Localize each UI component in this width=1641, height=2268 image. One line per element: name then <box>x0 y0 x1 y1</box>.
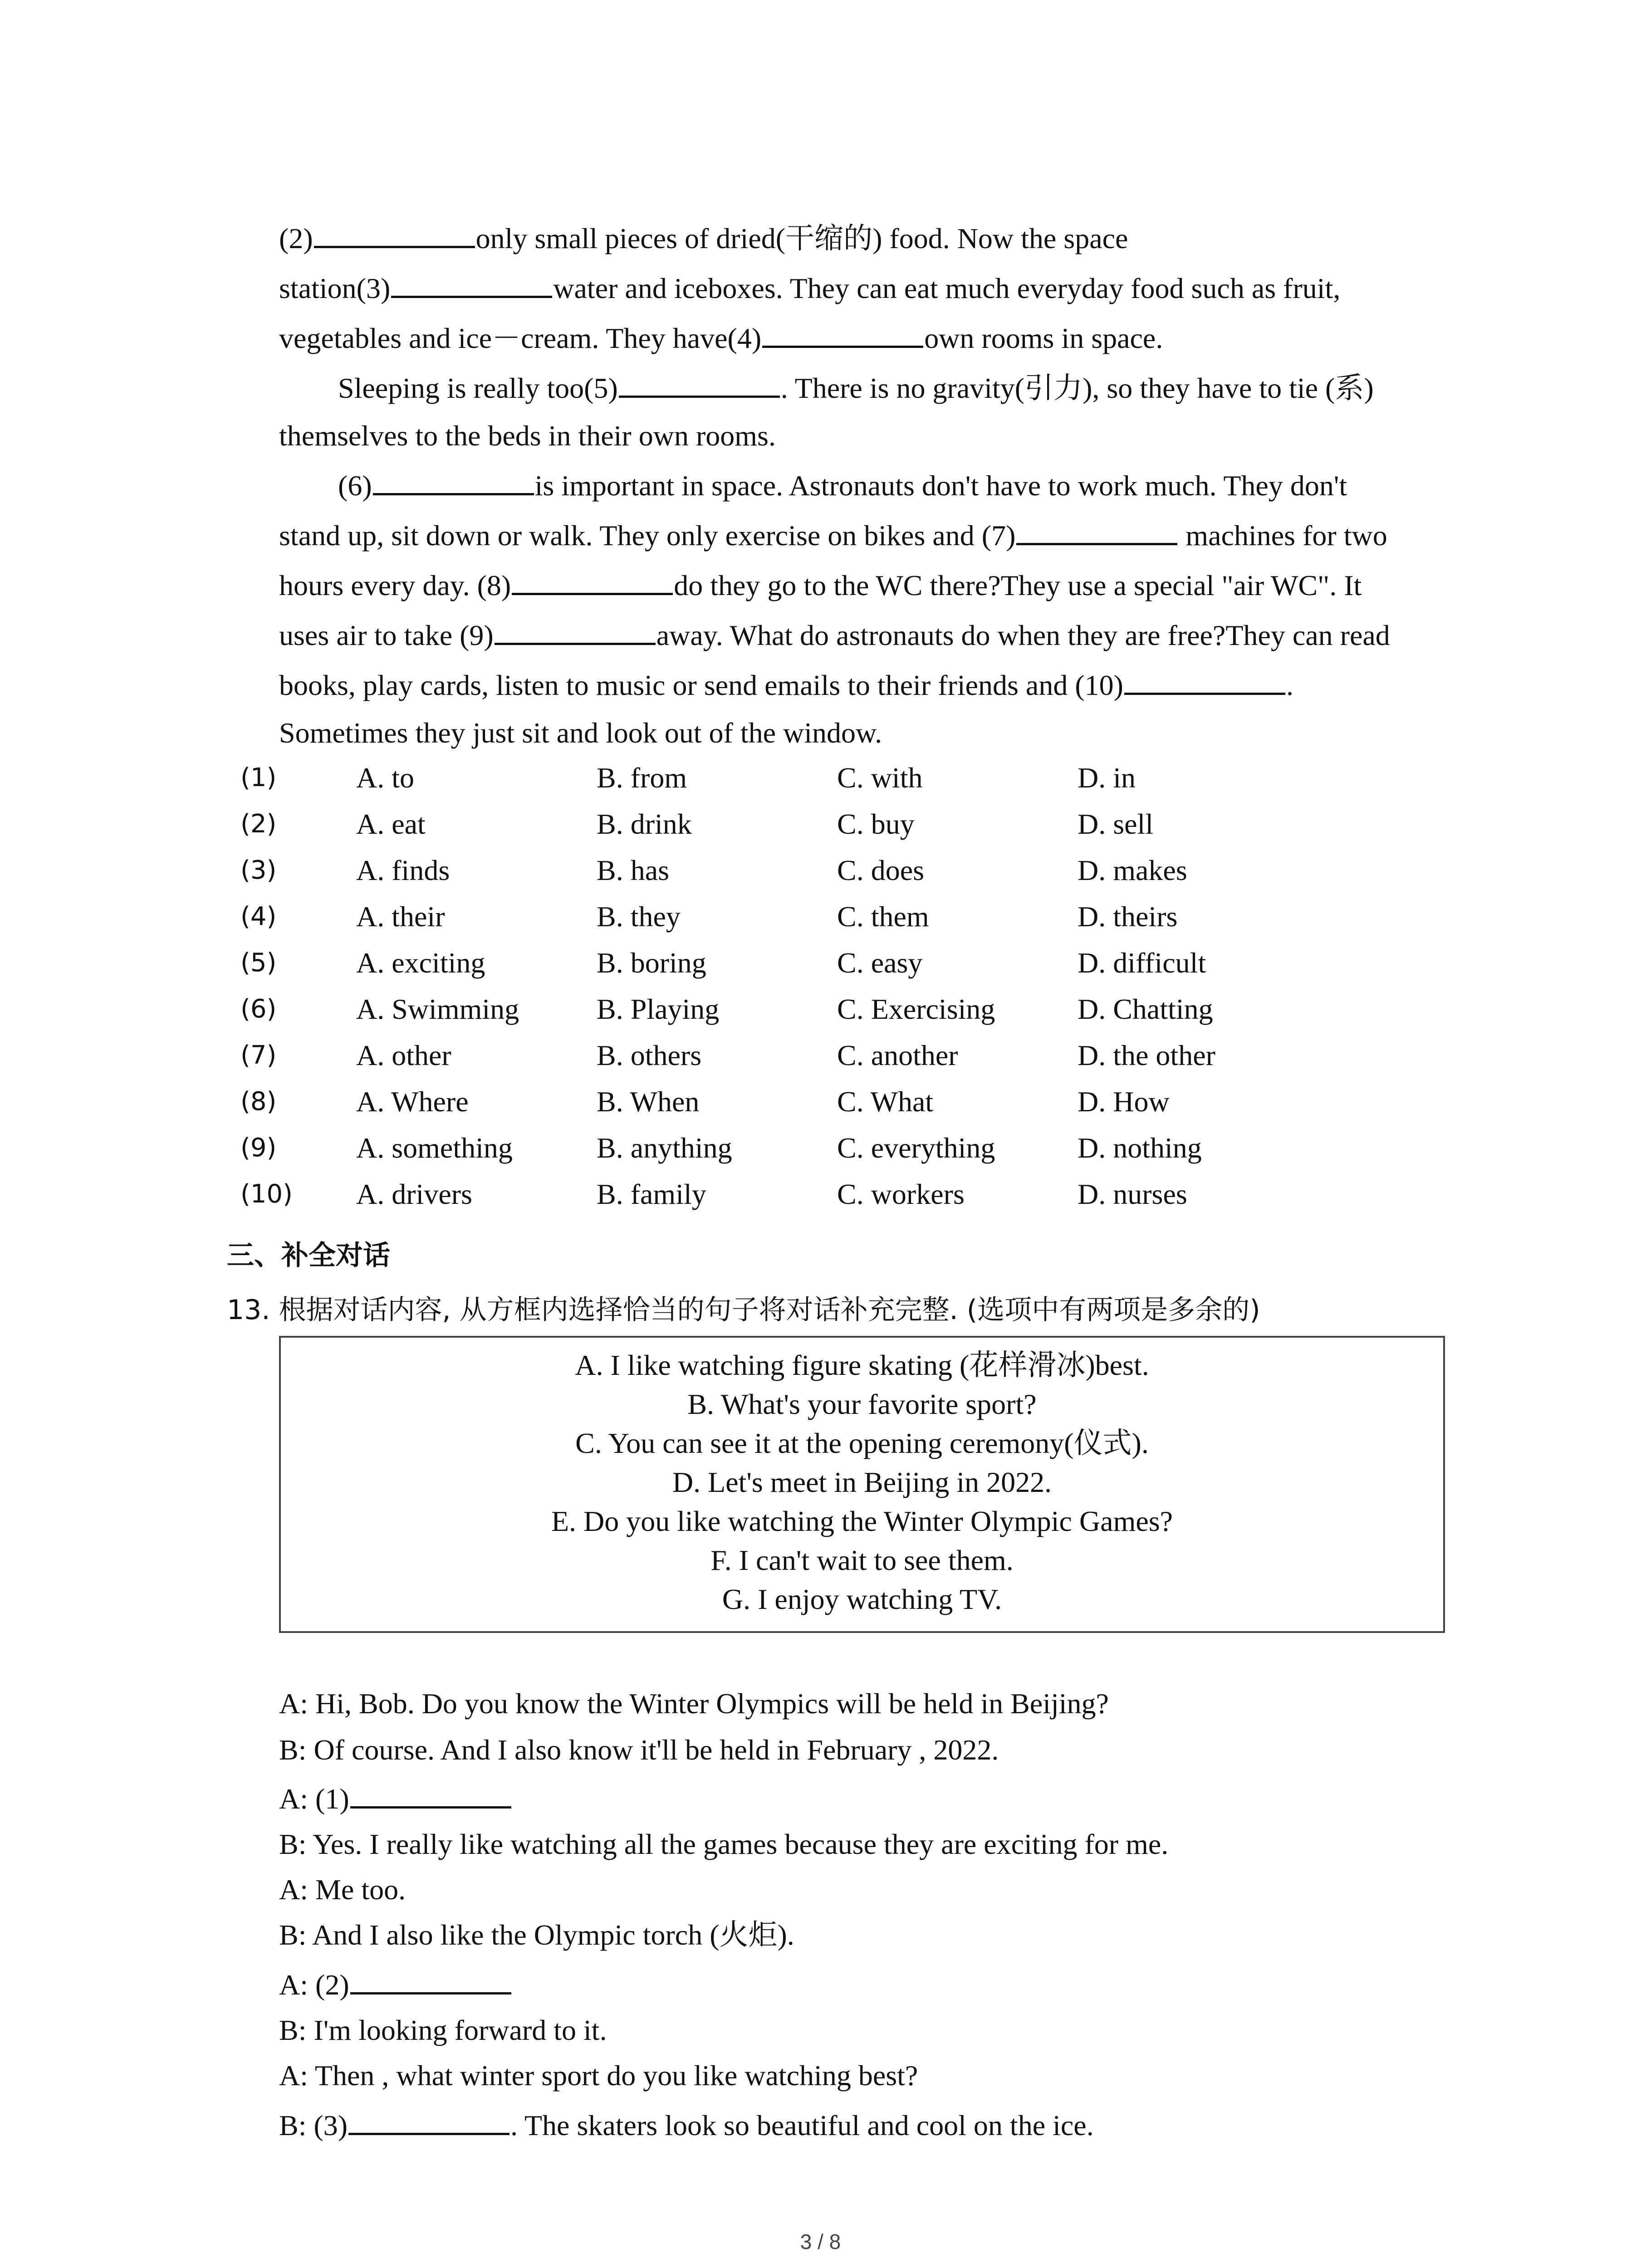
option-d: D. the other <box>1078 1039 1215 1071</box>
choice-item: F. I can't wait to see them. <box>710 1544 1014 1576</box>
answer-blank <box>391 269 552 298</box>
option-a: A. exciting <box>356 947 485 979</box>
option-d: D. in <box>1078 762 1136 794</box>
answer-blank <box>762 318 923 348</box>
option-number: (10) <box>240 1179 293 1209</box>
dialogue-line: A: Hi, Bob. Do you know the Winter Olympics will be held in Beijing? <box>279 1687 1109 1720</box>
dialogue-line: B: And I also like the Olympic torch (火炬). <box>279 1919 794 1951</box>
passage-line-3: vegetables and ice－cream. They have(4) own rooms in space. <box>279 313 1163 364</box>
choice-item: C. You can see it at the opening ceremony(仪式). <box>575 1427 1149 1459</box>
option-b: B. boring <box>597 947 706 979</box>
option-a: A. drivers <box>356 1178 472 1210</box>
option-d: D. nothing <box>1078 1132 1202 1164</box>
option-a: A. to <box>356 762 414 794</box>
section-title: 三、补全对话 <box>227 1240 390 1271</box>
option-number: (2) <box>240 809 277 839</box>
answer-blank <box>373 466 534 495</box>
option-a: A. their <box>356 900 445 933</box>
option-a: A. eat <box>356 808 426 840</box>
option-b: B. from <box>597 762 687 794</box>
answer-blank <box>350 1965 511 1994</box>
dialogue-line: A: Then , what winter sport do you like watching best? <box>279 2059 918 2092</box>
choice-item: A. I like watching figure skating (花样滑冰)best. <box>575 1349 1149 1381</box>
passage-line-11: Sometimes they just sit and look out of the window. <box>279 717 882 749</box>
option-a: A. other <box>356 1039 451 1071</box>
option-b: B. has <box>597 854 669 886</box>
passage-line-6: (6) is important in space. Astronauts don't have to work much. They don't <box>338 460 1347 511</box>
option-d: D. makes <box>1078 854 1187 886</box>
option-c: C. them <box>837 900 929 933</box>
option-a: A. finds <box>356 854 450 886</box>
answer-blank <box>348 2106 509 2135</box>
choice-item: G. I enjoy watching TV. <box>722 1583 1002 1615</box>
dialogue-line: B: (3) . The skaters look so beautiful and cool on the ice. <box>279 2100 1094 2151</box>
dialogue-line: B: Of course. And I also know it'll be held in February , 2022. <box>279 1734 999 1766</box>
passage-line-1: (2) only small pieces of dried(干缩的) food. Now the space <box>279 213 1128 264</box>
option-number: (3) <box>240 855 277 885</box>
option-b: B. When <box>597 1085 700 1118</box>
passage-line-4: Sleeping is really too(5) . There is no gravity(引力), so they have to tie (系) <box>338 363 1374 414</box>
dialogue-line: B: I'm looking forward to it. <box>279 2014 607 2046</box>
option-b: B. they <box>597 900 681 933</box>
option-b: B. drink <box>597 808 692 840</box>
answer-blank <box>619 368 780 398</box>
option-c: C. everything <box>837 1132 995 1164</box>
option-c: C. does <box>837 854 924 886</box>
option-b: B. Playing <box>597 993 720 1025</box>
option-c: C. What <box>837 1085 934 1118</box>
passage-line-9: uses air to take (9) away. What do astronauts do when they are free?They can read <box>279 610 1390 661</box>
option-a: A. something <box>356 1132 513 1164</box>
option-c: C. easy <box>837 947 923 979</box>
option-number: (8) <box>240 1087 277 1116</box>
option-number: (7) <box>240 1041 277 1070</box>
option-number: (1) <box>240 763 277 792</box>
option-b: B. anything <box>597 1132 732 1164</box>
option-d: D. Chatting <box>1078 993 1213 1025</box>
option-number: (4) <box>240 902 277 931</box>
question-number: 13. <box>227 1294 270 1326</box>
option-d: D. theirs <box>1078 900 1178 933</box>
option-c: C. another <box>837 1039 958 1071</box>
answer-blank <box>1016 516 1177 545</box>
choice-item: D. Let's meet in Beijing in 2022. <box>672 1466 1052 1498</box>
dialogue-line: B: Yes. I really like watching all the games because they are exciting for me. <box>279 1828 1169 1860</box>
option-c: C. Exercising <box>837 993 995 1025</box>
passage-line-2: station(3) water and iceboxes. They can eat much everyday food such as fruit, <box>279 263 1340 314</box>
passage-line-7: stand up, sit down or walk. They only exercise on bikes and (7) machines for two <box>279 510 1387 561</box>
passage-line-8: hours every day. (8) do they go to the WC there?They use a special "air WC". It <box>279 560 1362 611</box>
option-number: (6) <box>240 994 277 1024</box>
option-c: C. with <box>837 762 923 794</box>
passage-line-5: themselves to the beds in their own rooms. <box>279 420 776 452</box>
answer-blank <box>350 1779 511 1809</box>
choices-box <box>279 1336 1445 1633</box>
choice-item: E. Do you like watching the Winter Olympic Games? <box>551 1505 1173 1537</box>
option-number: (9) <box>240 1133 277 1163</box>
passage-line-10: books, play cards, listen to music or send emails to their friends and (10) . <box>279 660 1293 711</box>
option-a: A. Swimming <box>356 993 519 1025</box>
option-c: C. workers <box>837 1178 965 1210</box>
dialogue-line: A: (1) <box>279 1774 512 1824</box>
dialogue-line: A: Me too. <box>279 1873 406 1906</box>
option-number: (5) <box>240 948 277 978</box>
option-d: D. sell <box>1078 808 1154 840</box>
option-d: D. difficult <box>1078 947 1206 979</box>
option-b: B. others <box>597 1039 702 1071</box>
question-instruction: 13. 根据对话内容, 从方框内选择恰当的句子将对话补充完整. (选项中有两项是多余的) <box>227 1294 1260 1326</box>
page-number: 3 / 8 <box>800 2230 841 2253</box>
answer-blank <box>495 616 656 645</box>
answer-blank <box>512 566 673 595</box>
choice-item: B. What's your favorite sport? <box>687 1388 1037 1420</box>
option-a: A. Where <box>356 1085 469 1118</box>
answer-blank <box>1124 665 1285 695</box>
dialogue-line: A: (2) <box>279 1960 512 2010</box>
option-b: B. family <box>597 1178 706 1210</box>
answer-blank <box>314 219 475 248</box>
option-c: C. buy <box>837 808 915 840</box>
option-d: D. nurses <box>1078 1178 1187 1210</box>
option-d: D. How <box>1078 1085 1170 1118</box>
